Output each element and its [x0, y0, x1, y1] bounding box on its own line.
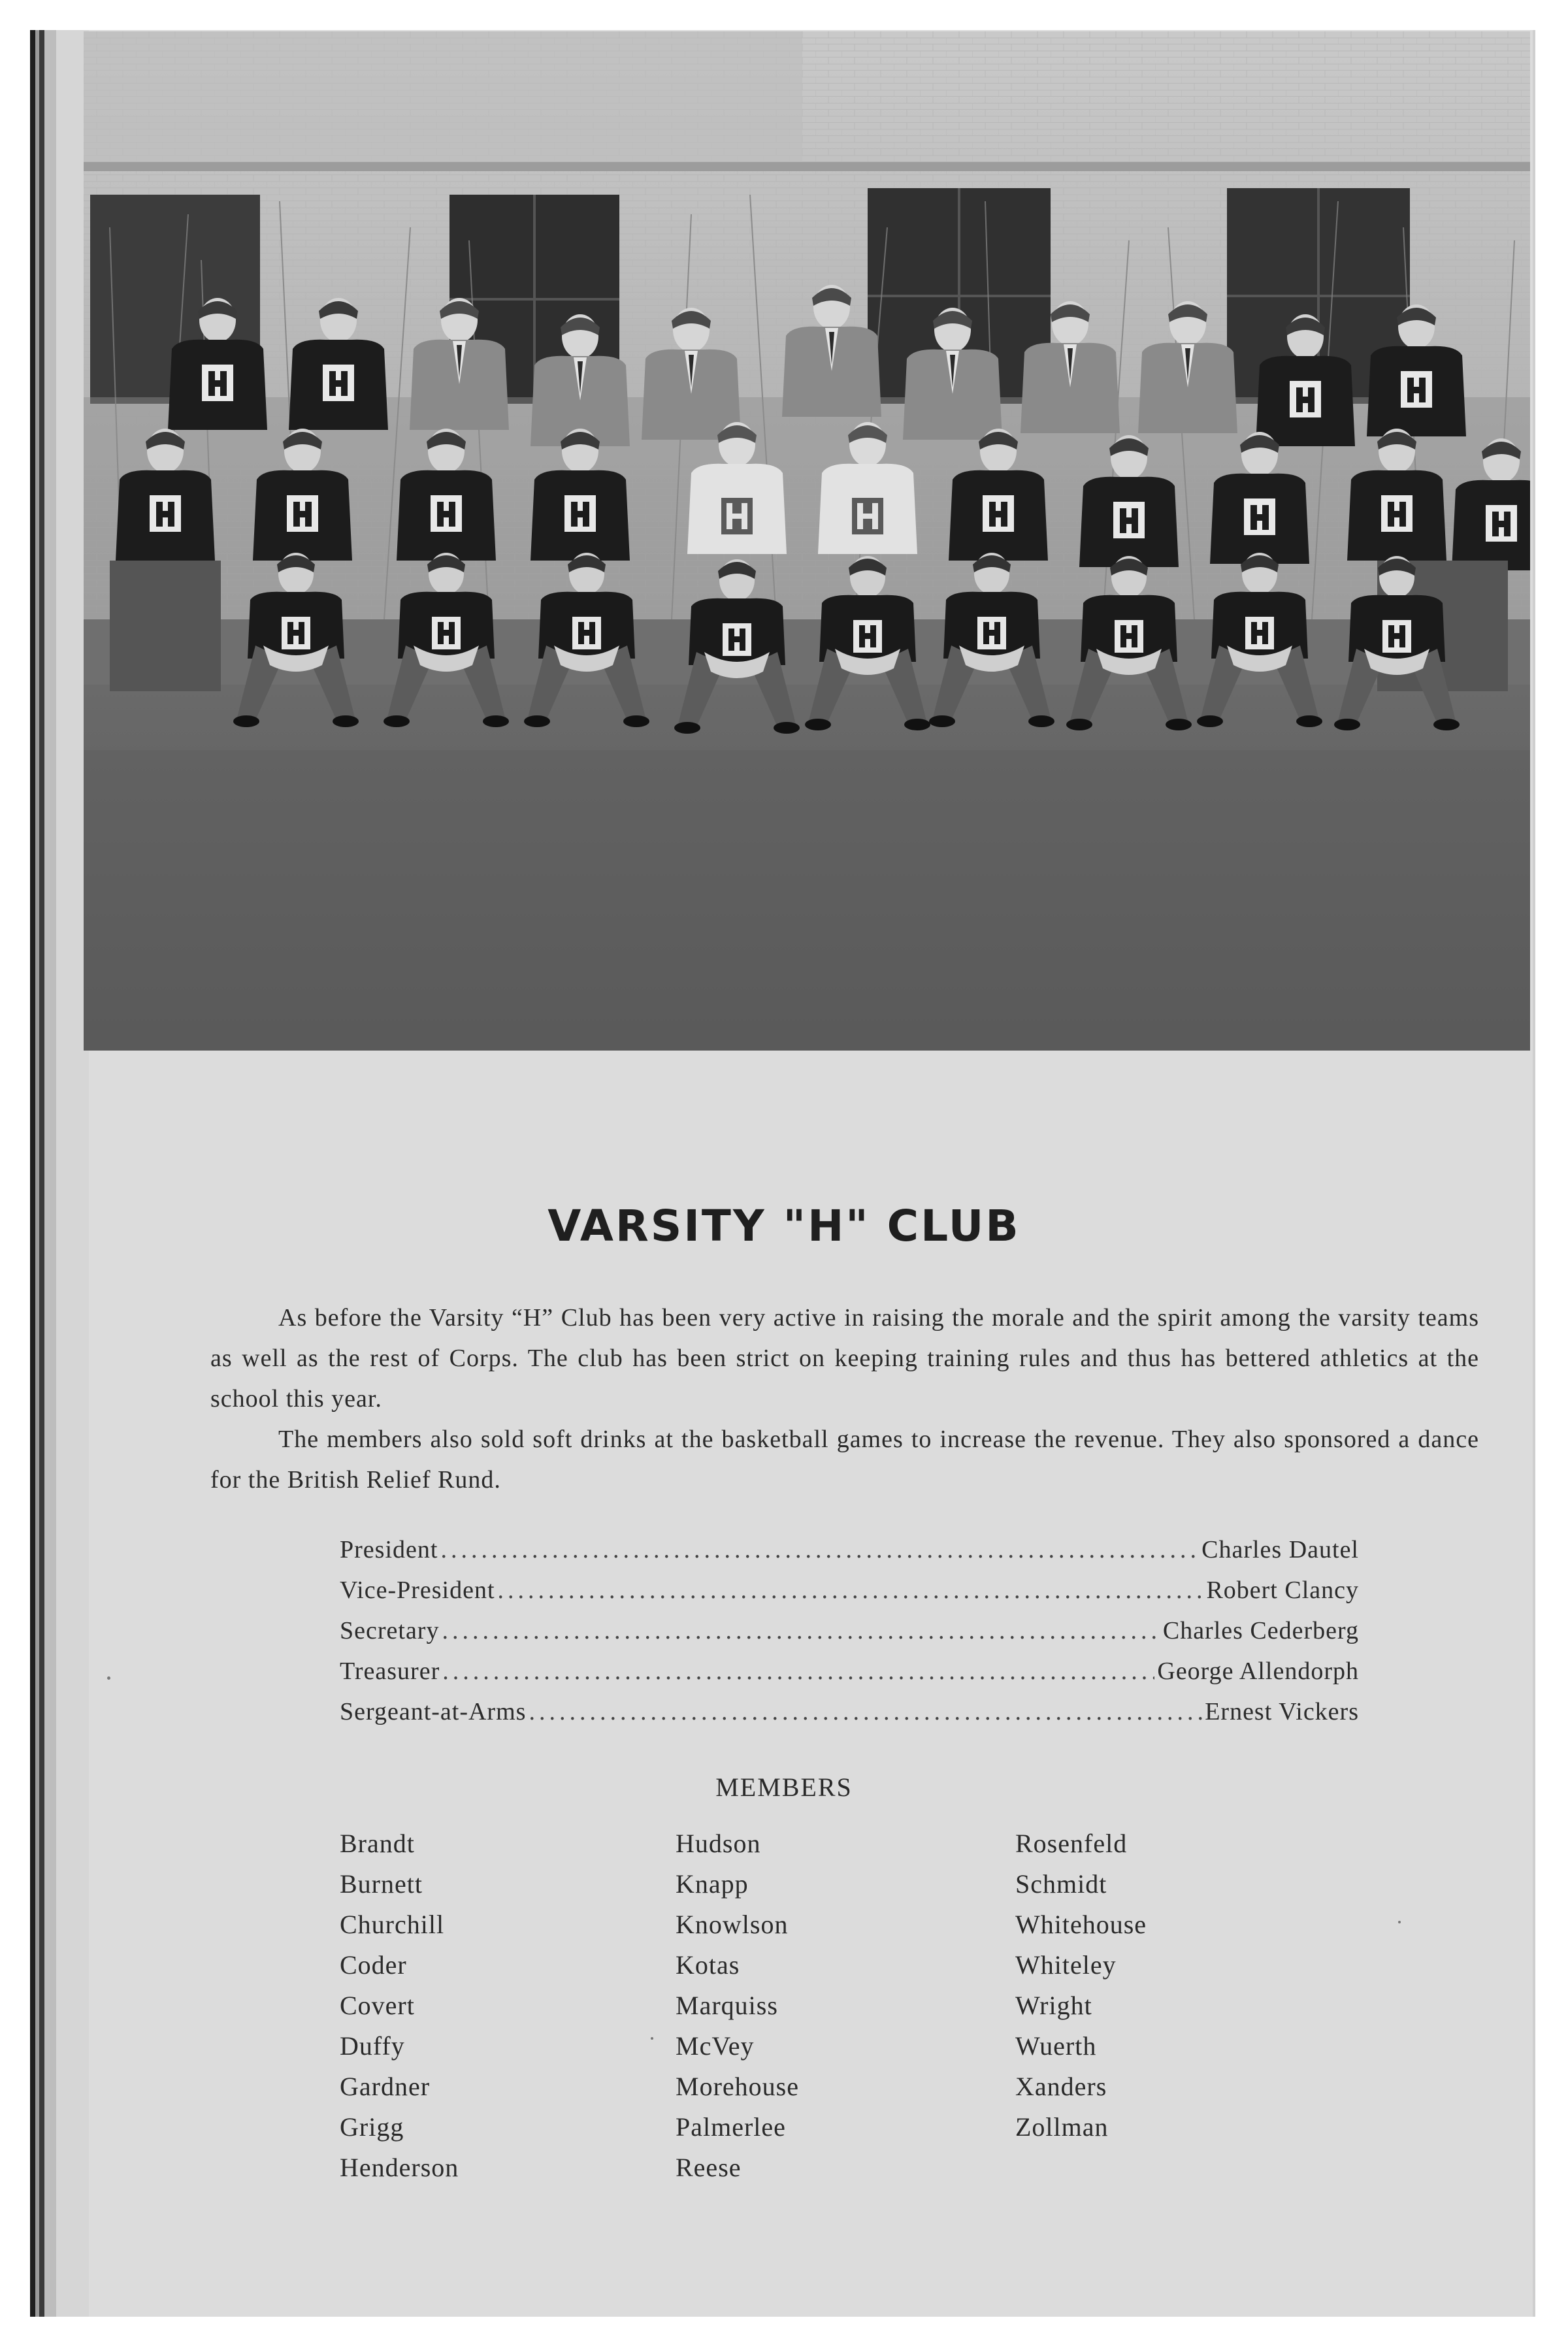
member-name: Zollman — [1015, 2112, 1109, 2142]
member-name: Schmidt — [1015, 1869, 1107, 1899]
members-heading: MEMBERS — [715, 1772, 853, 1802]
activities-paragraph — [210, 1419, 1479, 1500]
dot-leader — [529, 1697, 1202, 1726]
member-name: Palmerlee — [676, 2112, 786, 2142]
officer-row — [340, 1697, 1359, 1738]
officer-role: Treasurer — [340, 1658, 440, 1685]
member-name: Hudson — [676, 1829, 761, 1858]
officer-row — [340, 1576, 1359, 1616]
officers-list — [340, 1535, 1359, 1738]
dot-leader — [442, 1616, 1160, 1645]
member-name: Churchill — [340, 1910, 445, 1939]
group-photograph — [84, 31, 1530, 1051]
member-name: Brandt — [340, 1829, 415, 1858]
members-column-2 — [676, 1828, 1002, 2193]
officer-row — [340, 1657, 1359, 1697]
officer-role: President — [340, 1536, 438, 1563]
officer-role: Vice-President — [340, 1576, 495, 1604]
members-column-1 — [340, 1828, 666, 2193]
member-name: Wuerth — [1015, 2031, 1097, 2061]
officer-row — [340, 1535, 1359, 1576]
dot-leader — [498, 1576, 1204, 1605]
officer-name: Robert Clancy — [1206, 1576, 1359, 1604]
officer-role: Secretary — [340, 1617, 440, 1644]
activities-paragraph-text: The members also sold soft drinks at the basketball games to increase the revenue. They also sponsored a dance for the British Relief Rund. — [210, 1426, 1479, 1494]
member-name: Wright — [1015, 1991, 1092, 2020]
member-name: Knowlson — [676, 1910, 789, 1939]
officer-name: Charles Dautel — [1201, 1536, 1359, 1563]
members-column-3 — [1015, 1828, 1342, 2152]
member-name: McVey — [676, 2031, 755, 2061]
member-name: Xanders — [1015, 2072, 1107, 2101]
member-name: Kotas — [676, 1950, 740, 1980]
officer-name: Charles Cederberg — [1162, 1617, 1359, 1644]
page-binding-edge — [30, 30, 89, 2317]
member-name: Burnett — [340, 1869, 423, 1899]
intro-paragraph-text: As before the Varsity “H” Club has been very active in raising the morale and the spirit among the varsity teams as well as the rest of Corps. The club has been strict on keeping training rules and thus has bettered athletics at the school this year. — [210, 1304, 1479, 1413]
member-name: Whiteley — [1015, 1950, 1117, 1980]
officer-name: Ernest Vickers — [1205, 1698, 1359, 1725]
intro-paragraph — [210, 1298, 1479, 1419]
member-name: Henderson — [340, 2153, 459, 2182]
print-speck — [107, 1676, 110, 1680]
dot-leader — [440, 1535, 1199, 1564]
member-name: Duffy — [340, 2031, 405, 2061]
member-name: Marquiss — [676, 1991, 778, 2020]
member-name: Whitehouse — [1015, 1910, 1147, 1939]
officer-row — [340, 1616, 1359, 1657]
print-speck — [1398, 1921, 1401, 1923]
member-name: Rosenfeld — [1015, 1829, 1128, 1858]
dot-leader — [442, 1657, 1154, 1686]
member-name: Gardner — [340, 2072, 431, 2101]
print-speck — [651, 2037, 653, 2040]
member-name: Covert — [340, 1991, 415, 2020]
officer-role: Sergeant-at-Arms — [340, 1698, 527, 1725]
member-name: Knapp — [676, 1869, 749, 1899]
member-name: Grigg — [340, 2112, 404, 2142]
member-name: Reese — [676, 2153, 742, 2182]
officer-name: George Allendorph — [1157, 1658, 1359, 1685]
member-name: Coder — [340, 1950, 407, 1980]
member-name: Morehouse — [676, 2072, 799, 2101]
page-title: VARSITY "H" CLUB — [547, 1201, 1021, 1251]
